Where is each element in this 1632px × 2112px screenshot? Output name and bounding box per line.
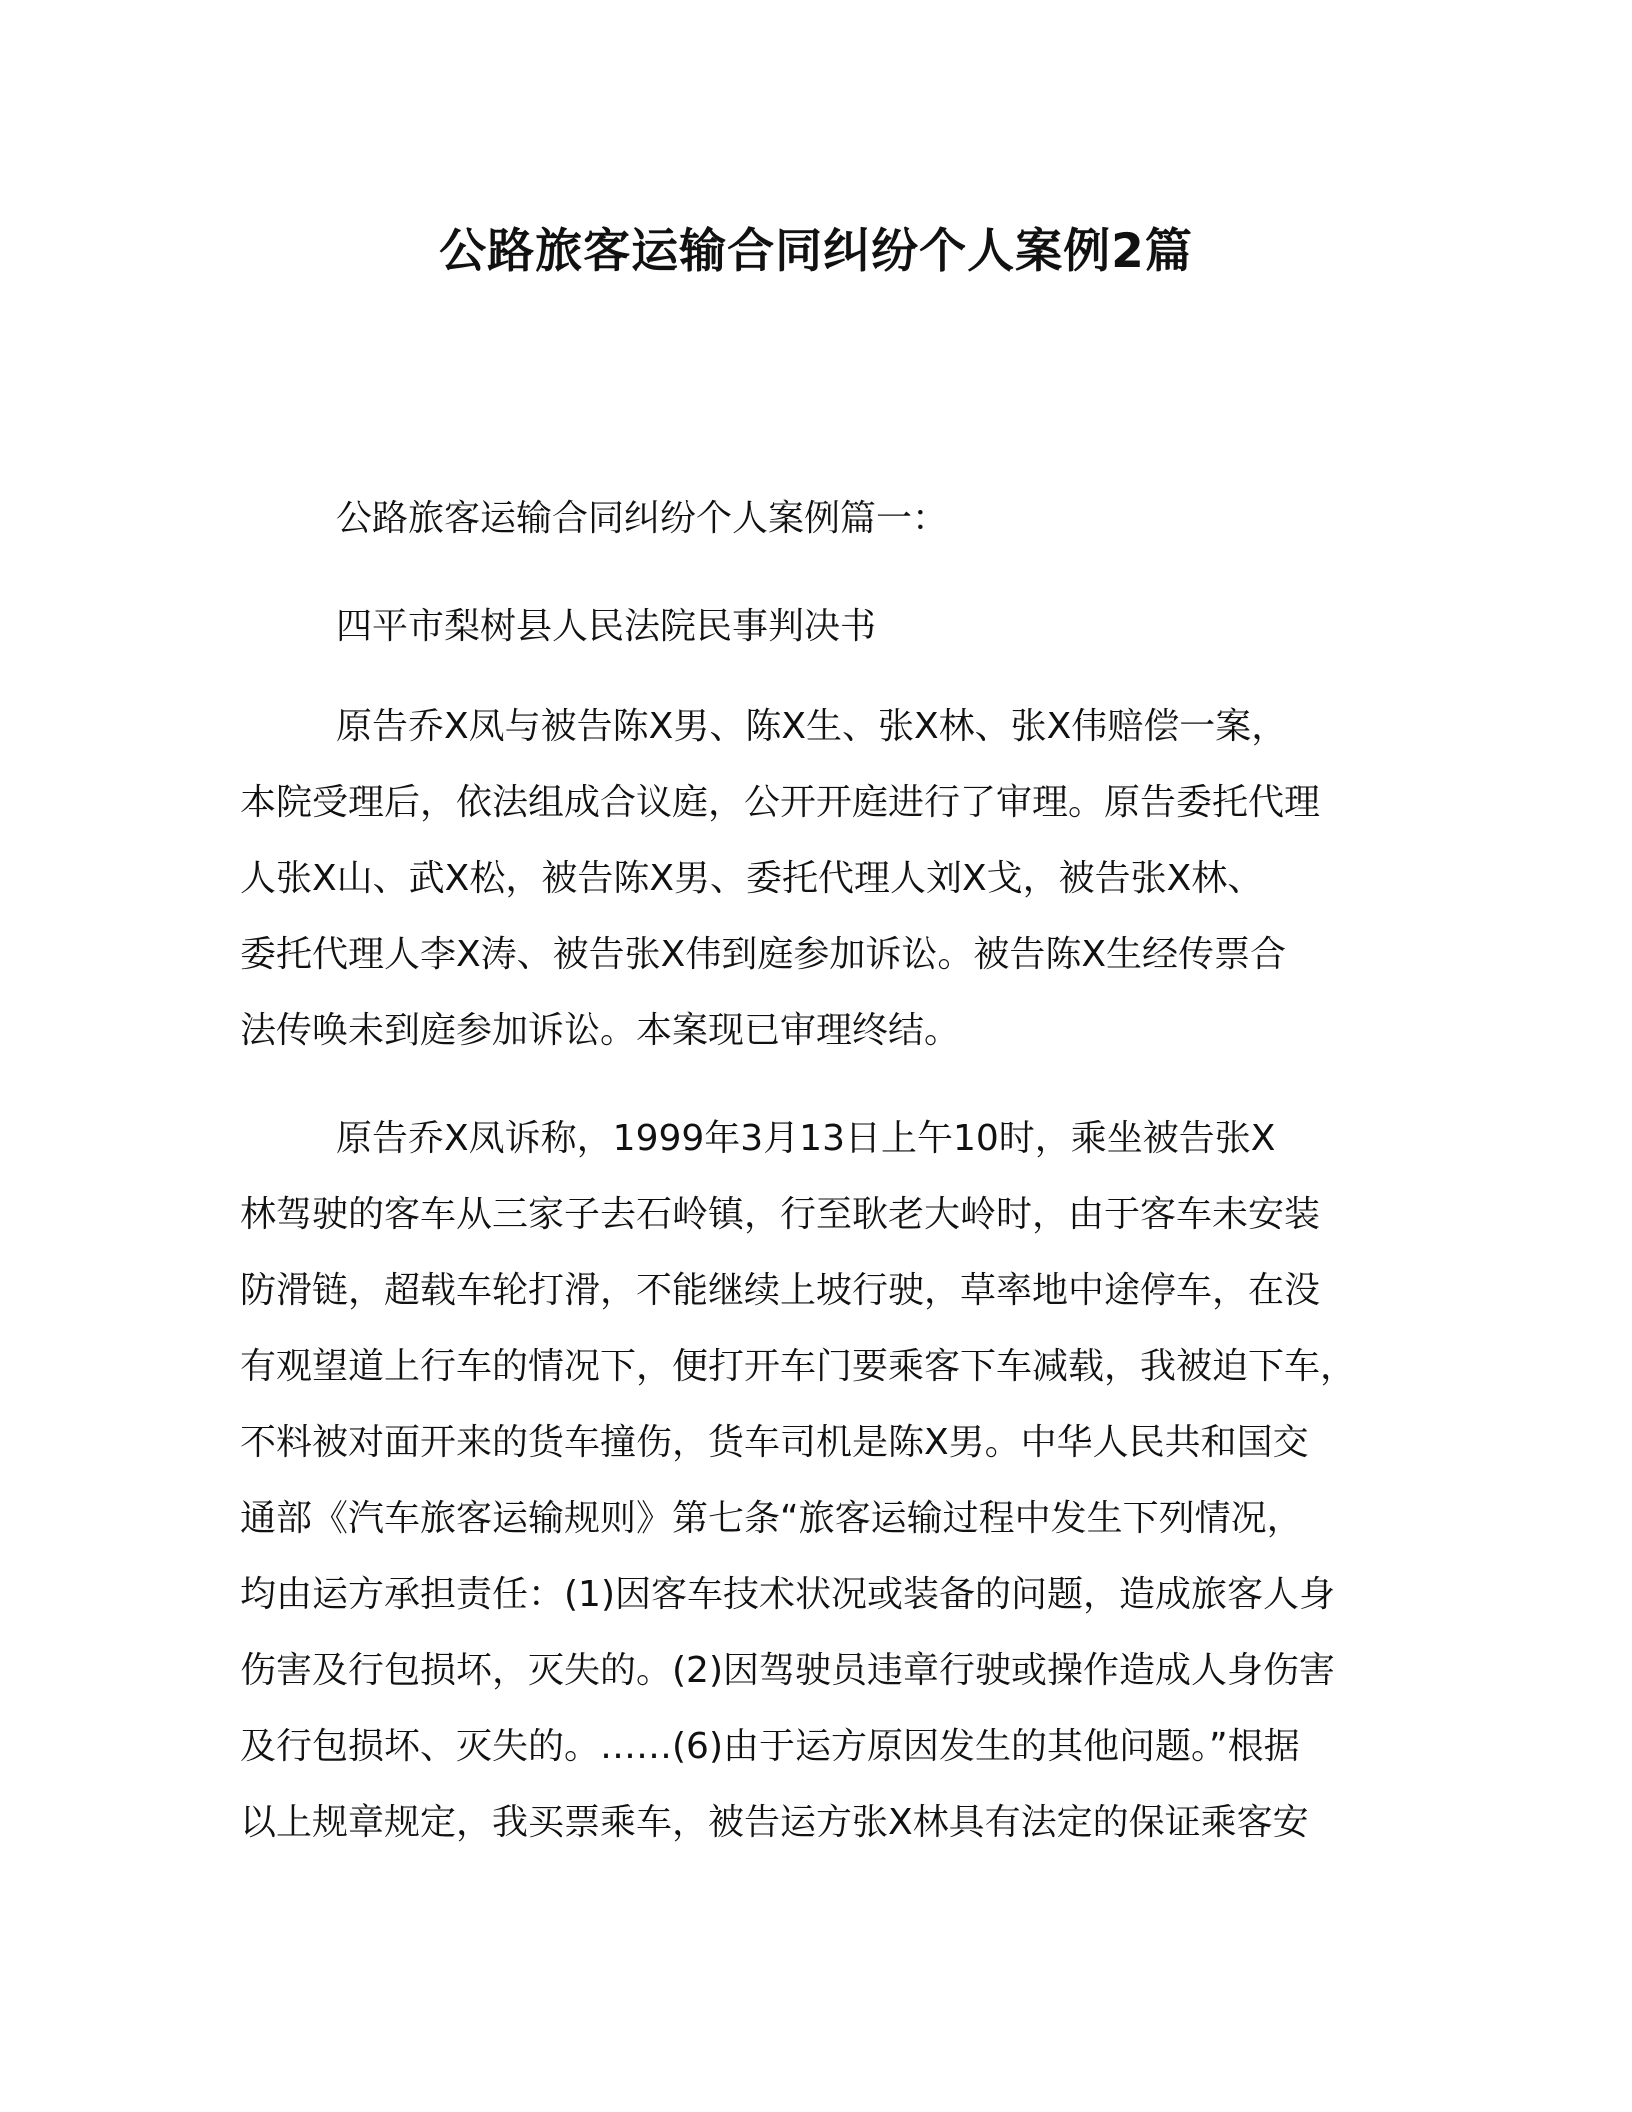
paragraph-line: 人张X山、武X松，被告陈X男、委托代理人刘X戈，被告张X林、 <box>240 858 1264 899</box>
paragraph-line: 及行包损坏、灭失的。……(6)由于运方原因发生的其他问题。”根据 <box>240 1726 1300 1767</box>
paragraph-line: 通部《汽车旅客运输规则》第七条“旅客运输过程中发生下列情况， <box>240 1498 1303 1539</box>
paragraph-line: 以上规章规定，我买票乘车，被告运方张X林具有法定的保证乘客安 <box>240 1802 1309 1843</box>
paragraph-line: 均由运方承担责任：(1)因客车技术状况或装备的问题，造成旅客人身 <box>240 1574 1335 1615</box>
paragraph-line: 伤害及行包损坏，灭失的。(2)因驾驶员违章行驶或操作造成人身伤害 <box>240 1650 1335 1691</box>
paragraph-line: 原告乔X凤诉称，1999年3月13日上午10时，乘坐被告张X <box>336 1118 1276 1159</box>
paragraph-line: 委托代理人李X涛、被告张X伟到庭参加诉讼。被告陈X生经传票合 <box>240 934 1286 975</box>
paragraph-line: 有观望道上行车的情况下，便打开车门要乘客下车减载，我被迫下车， <box>240 1346 1357 1387</box>
document-title: 公路旅客运输合同纠纷个人案例2篇 <box>439 224 1193 279</box>
section-heading: 公路旅客运输合同纠纷个人案例篇一： <box>336 498 949 539</box>
paragraph-line: 不料被对面开来的货车撞伤，货车司机是陈X男。中华人民共和国交 <box>240 1422 1309 1463</box>
paragraph-line: 林驾驶的客车从三家子去石岭镇，行至耿老大岭时，由于客车未安装 <box>240 1194 1321 1235</box>
court-heading: 四平市梨树县人民法院民事判决书 <box>336 606 877 647</box>
paragraph-line: 本院受理后，依法组成合议庭，公开开庭进行了审理。原告委托代理 <box>240 782 1321 823</box>
paragraph-line: 法传唤未到庭参加诉讼。本案现已审理终结。 <box>240 1010 961 1051</box>
paragraph-line: 原告乔X凤与被告陈X男、陈X生、张X林、张X伟赔偿一案， <box>336 706 1288 747</box>
paragraph-line: 防滑链，超载车轮打滑，不能继续上坡行驶，草率地中途停车，在没 <box>240 1270 1321 1311</box>
